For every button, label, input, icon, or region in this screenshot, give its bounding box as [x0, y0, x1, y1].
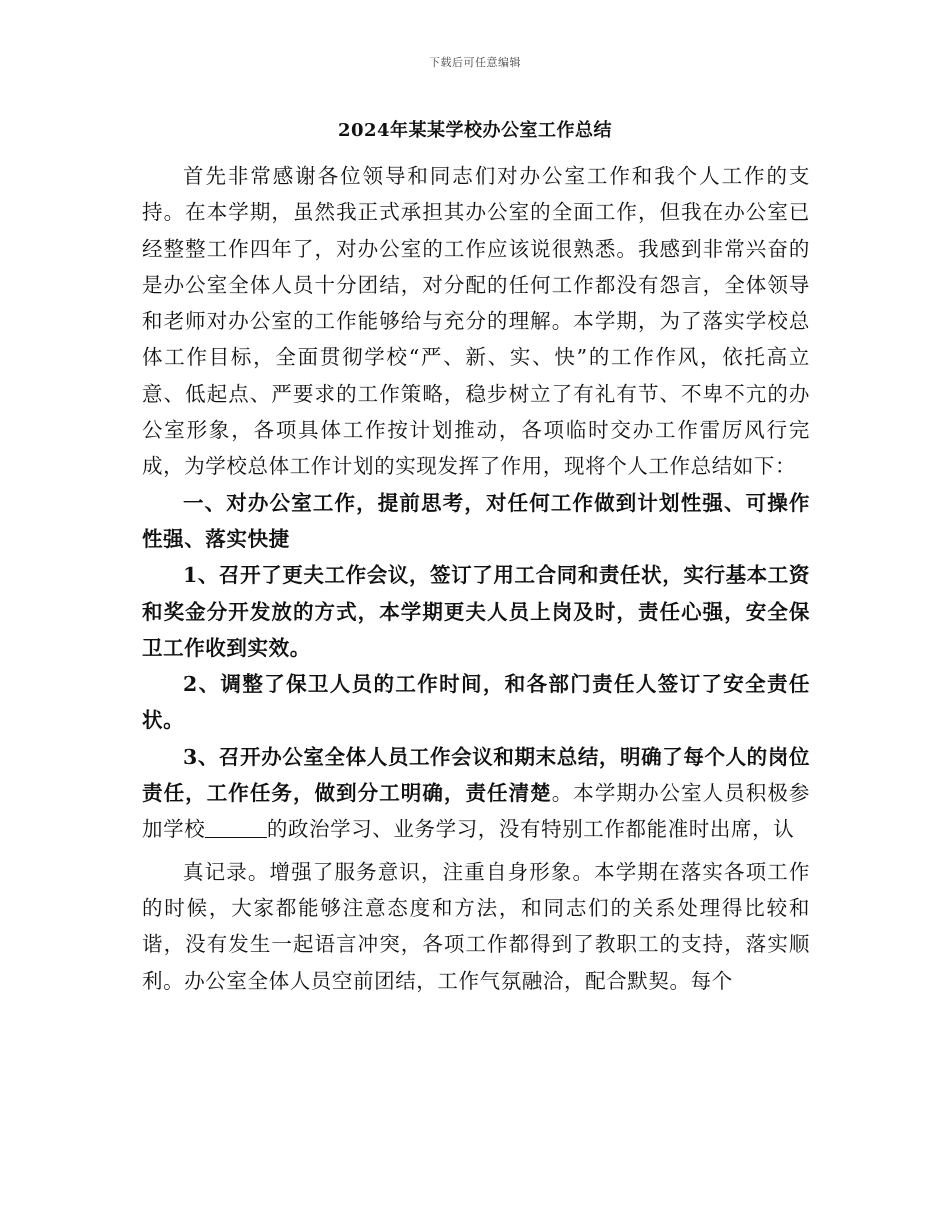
- document-title: 2024年某某学校办公室工作总结: [337, 120, 613, 141]
- paragraph-closing: 真记录。增强了服务意识，注重自身形象。本学期在落实各项工作的时候，大家都能够注意态度和方法，和同志们的关系处理得比较和谐，没有发生一起语言冲突，各项工作都得到了教职工的支持，落实顺利。办公室全体人员空前团结，工作气氛融洽，配合默契。每个: [142, 859, 810, 993]
- list-item-3-text-b: 的政治学习、业务学习，没有特别工作都能准时出席，认: [266, 817, 795, 842]
- section-heading-1: 一、对办公室工作，提前思考，对任何工作做到计划性强、可操作性强、落实快捷: [142, 490, 810, 551]
- blank-underline: [205, 817, 267, 839]
- list-item-3-text-a: 。本学期办公室人员积极参加学校: [142, 781, 810, 842]
- list-item-1: 1、召开了更夫工作会议，签订了用工合同和责任状，实行基本工资和奖金分开发放的方式，本学期更夫人员上岗及时，责任心强，安全保卫工作收到实效。: [142, 563, 810, 660]
- paragraph-intro: 首先非常感谢各位领导和同志们对办公室工作和我个人工作的支持。在本学期，虽然我正式承担其办公室的全面工作，但我在办公室已经整整工作四年了，对办公室的工作应该说很熟悉。我感到非常兴奋的是办公室全体人员十分团结，对分配的任何工作都没有怨言，全体领导和老师对办公室的工作能够给与充分的理解。本学期，为了落实学校总体工作目标，全面贯彻学校“严、新、实、快”的工作作风，依托高立意、低起点、严要求的工作策略，稳步树立了有礼有节、不卑不亢的办公室形象，各项具体工作按计划推动，各项临时交办工作雷厉风行完成，为学校总体工作计划的实现发挥了作用，现将个人工作总结如下：: [142, 164, 810, 479]
- document-body: [142, 158, 810, 999]
- list-item-3-bold: 3、召开办公室全体人员工作会议和期末总结，明确了每个人的岗位责任，工作任务，做到分工明确，责任清楚: [142, 744, 810, 806]
- list-item-3: [142, 739, 810, 848]
- list-item-2: 2、调整了保卫人员的工作时间，和各部门责任人签订了安全责任状。: [142, 672, 810, 733]
- header-note: 下载后可任意编辑: [429, 56, 521, 69]
